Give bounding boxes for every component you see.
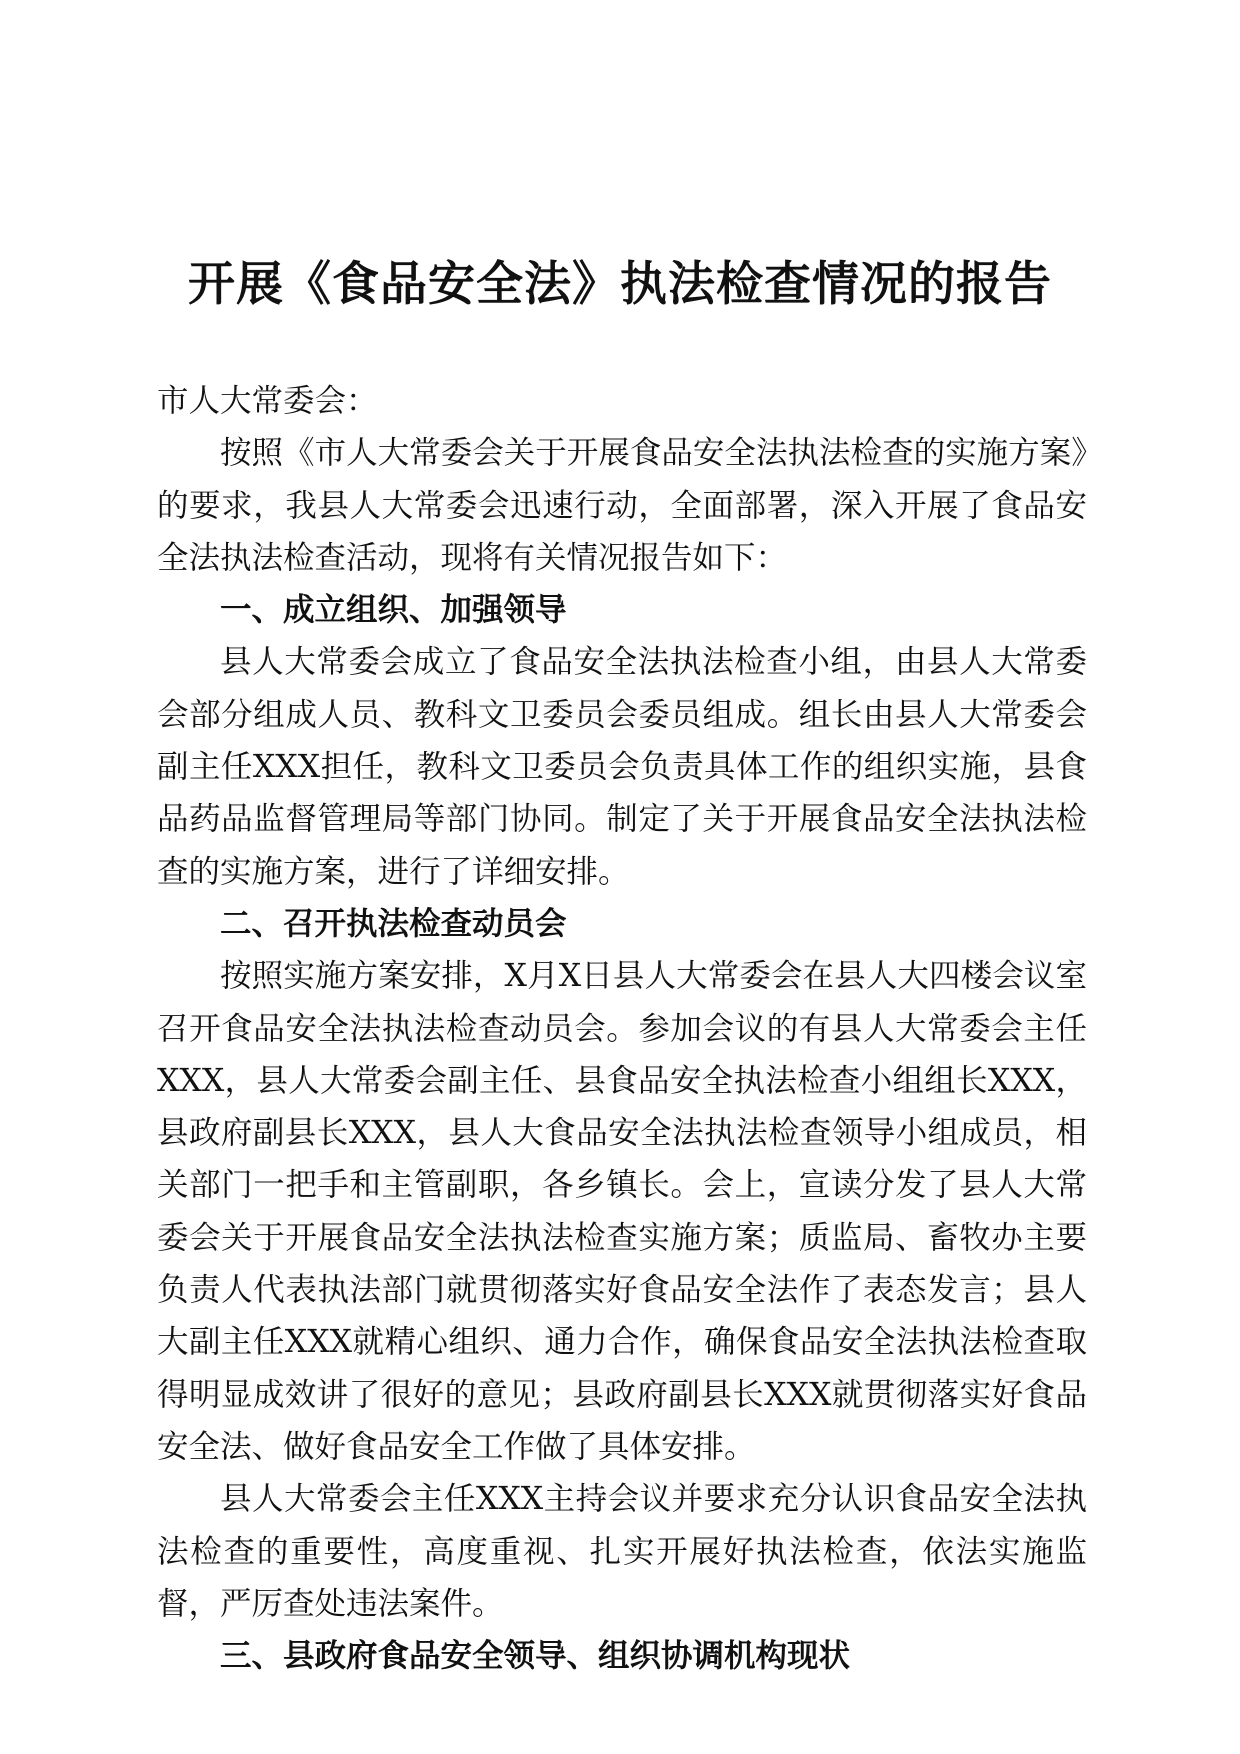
section-heading-3: 三、县政府食品安全领导、组织协调机构现状: [220, 1638, 851, 1675]
section-2-paragraph-1: 按照实施方案安排，X月X日县人大常委会在县人大四楼会议室召开食品安全法执法检查动员会。参加会议的有县人大常委会主任XXX，县人大常委会副主任、县食品安全执法检查小组组长XXX，县政府副县长XXX，县人大食品安全法执法检查领导小组成员，相关部门一把手和主管副职，各乡镇长。会上，宣读分发了县人大常委会关于开展食品安全法执法检查实施方案；质监局、畜牧办主要负责人代表执法部门就贯彻落实好食品安全法作了表态发言；县人大副主任XXX就精心组织、通力合作，确保食品安全法执法检查取得明显成效讲了很好的意见；县政府副县长XXX就贯彻落实好食品安全法、做好食品安全工作做了具体安排。: [157, 958, 1087, 1465]
intro-paragraph: 按照《市人大常委会关于开展食品安全法执法检查的实施方案》的要求，我县人大常委会迅速行动，全面部署，深入开展了食品安全法执法检查活动，现将有关情况报告如下：: [157, 435, 1087, 576]
section-1-paragraph-1: 县人大常委会成立了食品安全法执法检查小组，由县人大常委会部分组成人员、教科文卫委员会委员组成。组长由县人大常委会副主任XXX担任，教科文卫委员会负责具体工作的组织实施，县食品药品监督管理局等部门协同。制定了关于开展食品安全法执法检查的实施方案，进行了详细安排。: [157, 644, 1087, 890]
section-heading-1: 一、成立组织、加强领导: [220, 592, 567, 629]
document-body: [157, 375, 1087, 1682]
salutation: 市人大常委会：: [157, 383, 378, 419]
document-title: 开展《食品安全法》执法检查情况的报告: [188, 257, 1052, 312]
section-2-paragraph-2: 县人大常委会主任XXX主持会议并要求充分认识食品安全法执法检查的重要性，高度重视、扎实开展好执法检查，依法实施监督，严厉查处违法案件。: [157, 1481, 1087, 1622]
section-heading-2: 二、召开执法检查动员会: [220, 905, 567, 942]
